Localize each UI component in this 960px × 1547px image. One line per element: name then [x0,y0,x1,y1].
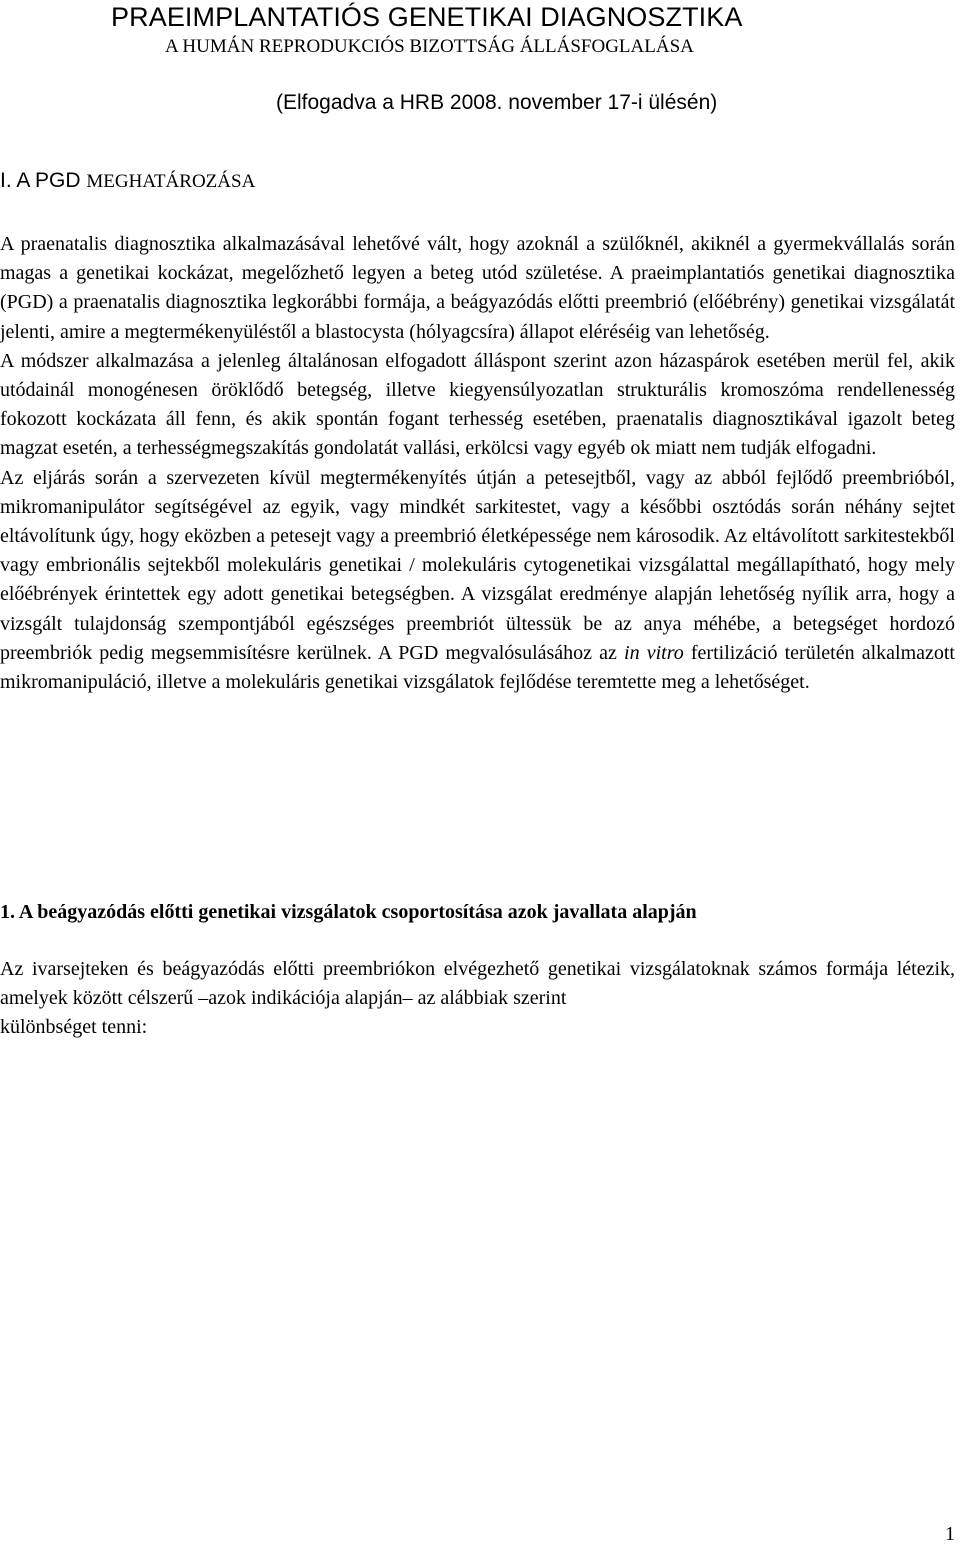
section-heading [0,166,255,196]
final-text [0,955,955,1043]
paragraph-3 [0,464,955,698]
title-block [0,2,960,60]
document-title: PRAEIMPLANTATIÓS GENETIKAI DIAGNOSZTIKA [111,2,743,32]
paragraph-1 [0,230,955,347]
paragraph-1-part-1: A praenatalis diagnosztika alkalmazásával lehetővé vált, hogy azoknál a szülőknél, akiknél a gyermekvállalás során magas a genetikai kockázat, megelőzhető legyen a beteg utód születése. [0,233,955,285]
paragraph-3-before-italic: Az eljárás során a szervezeten kívül megtermékenyítés útján a petesejtből, vagy az abból fejlődő preembrióból, mikromanipulátor segítségével az egyik, vagy mindkét sarkitestet, vagy a későbbi osztódás során néhány sejtet eltávolítunk úgy, hogy eközben a petesejt vagy a preembrió életképessége nem károsodik. Az eltávolított sarkitestekből vagy embrionális sejtekből molekuláris genetikai / molekuláris cytogenetikai vizsgálattal megállapítható, hogy mely előébrények érintettek egy adott genetikai betegségben. A vizsgálat eredménye alapján lehetőség nyílik arra, hogy a vizsgált tulajdonság szempontjából egészséges preembriót ültessük be az anya méhébe, a betegséget hordozó preembriók pedig megsemmisítésre kerülnek. A PGD megvalósulásához az [0,466,955,664]
paragraph-4-line-2: különbséget tenni: [0,1016,148,1039]
document-subtitle: A HUMÁN REPRODUKCIÓS BIZOTTSÁG ÁLLÁSFOGLALÁSA [165,36,694,57]
approval-note: (Elfogadva a HRB 2008. november 17-i ülésén) [276,91,718,114]
subsection-heading: 1. A beágyazódás előtti genetikai vizsgálatok csoportosítása azok javallata alapján [0,901,697,923]
paragraph-3-after-italic: fertilizáció területén alkalmazott mikromanipuláció, illetve a molekuláris genetikai vizsgálatok fejlődése teremtette meg a lehetőséget. [0,641,955,694]
paragraph-2: A módszer alkalmazása a jelenleg általánosan elfogadott álláspont szerint azon házaspárok esetében merül fel, akik utódainál monogénesen öröklődő betegség, illetve kiegyensúlyozatlan strukturális kromoszóma rendellenesség fokozott kockázata áll fenn, és akik spontán fogant terhesség esetében, praenatalis diagnosztikával igazolt beteg magzat esetén, a terhességmegszakítás gondolatát vallási, erkölcsi vagy egyéb ok miatt nem tudják elfogadni. [0,349,955,460]
paragraph-3-italic: in vitro [624,641,684,664]
section-name: MEGHATÁROZÁSA [86,171,256,192]
body-text [0,230,955,697]
paragraph-1-part-2: A praeimplantatiós genetikai diagnosztika (PGD) a praenatalis diagnosztika legkorábbi formája, a beágyazódás előtti preembrió (előébrény) genetikai vizsgálatát jelenti, amire a megtermékenyüléstől a blastocysta (hólyagcsíra) állapot eléréséig van lehetőség. [0,262,955,343]
paragraph-4-line-1: Az ivarsejteken és beágyazódás előtti preembriókon elvégezhető genetikai vizsgálatoknak számos formája létezik, amelyek között célszerű –azok indikációja alapján– az alábbiak szerint [0,958,955,1010]
page-number: 1 [945,1523,955,1545]
section-number: I. A PGD [0,169,81,192]
